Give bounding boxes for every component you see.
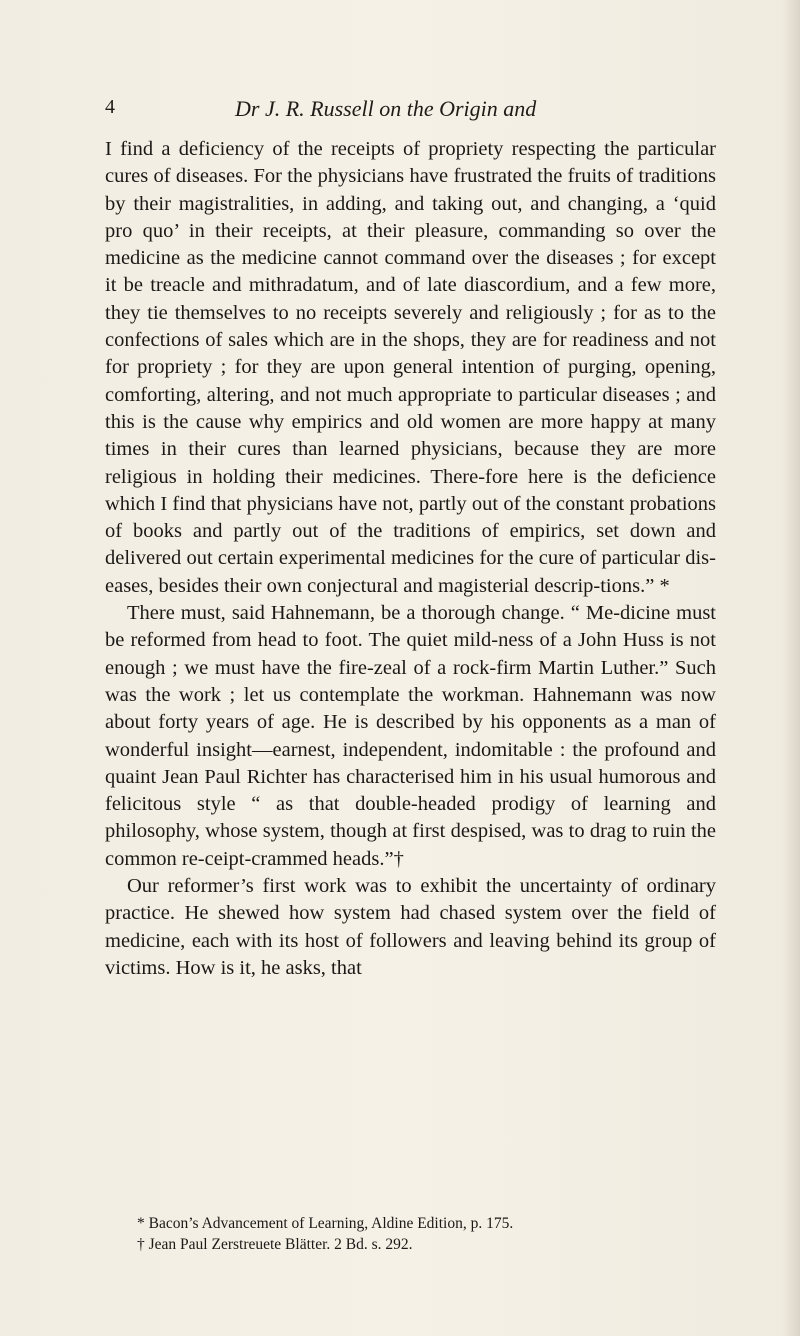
running-head: Dr J. R. Russell on the Origin and [235, 96, 537, 121]
paragraph-reformer-work: Our reformer’s first work was to exhibit the uncertainty of ordinary practice. He shewed how system had chased system over the field of medicine, each with its host of followers and leaving behind its group of victims. How is it, he asks, that [105, 875, 716, 979]
footnote-jean-paul: † Jean Paul Zerstreuete Blätter. 2 Bd. s. 292. [137, 1236, 413, 1253]
page-header [105, 96, 715, 126]
footnotes [137, 1213, 727, 1255]
footnote-bacon: * Bacon’s Advancement of Learning, Aldine Edition, p. 175. [137, 1215, 514, 1232]
paragraph-hahnemann-change: There must, said Hahnemann, be a thorough change. “ Me-dicine must be reformed from head to foot. The quiet mild-ness of a John Huss is not enough ; we must have the fire-zeal of a rock-firm Martin Luther.” Such was the work ; let us contemplate the workman. Hahnemann was now about forty years of age. He is described by his opponents as a man of wonderful insight—earnest, independent, indomitable : the profound and quaint Jean Paul Richter has characterised him in his usual humorous and felicitous style “ as that double-headed prodigy of learning and philosophy, whose system, though at first despised, was to drag to ruin the common re-ceipt-crammed heads.”† [105, 602, 716, 870]
page-edge-shadow [782, 0, 800, 1336]
page-number: 4 [105, 96, 115, 118]
body-text [105, 136, 716, 982]
paragraph-bacon-quote: I find a deficiency of the receipts of propriety respecting the particular cures of diseases. For the physicians have frustrated the fruits of traditions by their magistralities, in adding, and taking out, and changing, a ‘quid pro quo’ in their receipts, at their pleasure, commanding so over the medicine as the medicine cannot command over the diseases ; for except it be treacle and mithradatum, and of late diascordium, and a few more, they tie themselves to no receipts severely and religiously ; for as to the confections of sales which are in the shops, they are for readiness and not for propriety ; for they are upon general intention of purging, opening, comforting, altering, and not much appropriate to particular diseases ; and this is the cause why empirics and old women are more happy at many times in their cures than learned physicians, because they are more religious in holding their medicines. There-fore here is the deficience which I find that physicians have not, partly out of the constant probations of books and partly out of the traditions of empirics, set down and delivered out certain experimental medicines for the cure of particular dis-eases, besides their own conjectural and magisterial descrip-tions.” * [105, 138, 716, 597]
